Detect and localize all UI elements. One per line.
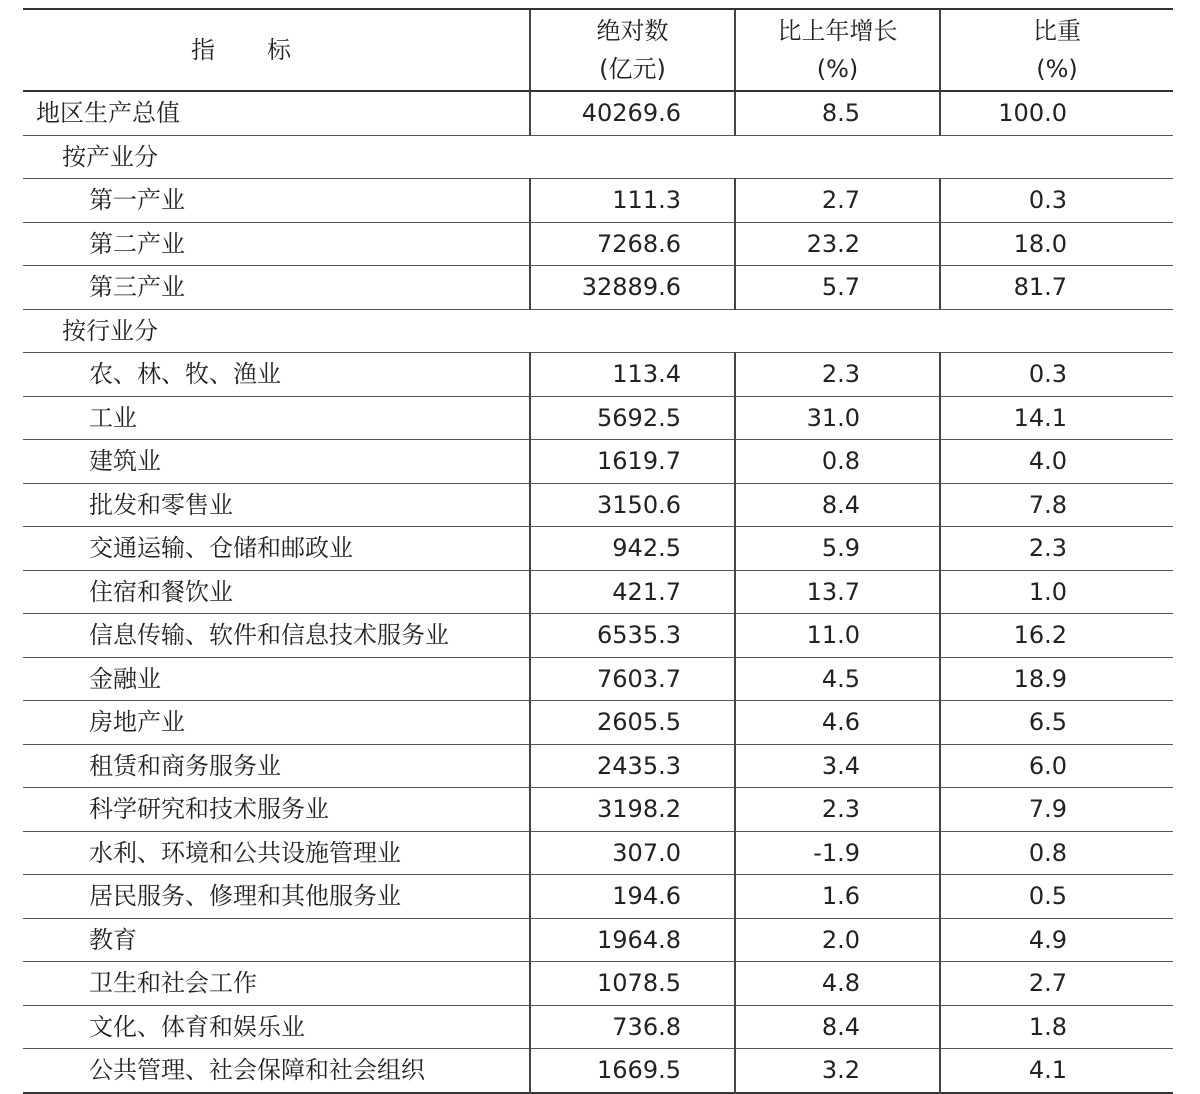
row-growth-value: 8.4 bbox=[735, 1005, 940, 1049]
table-row bbox=[23, 657, 1173, 701]
row-absolute-value: 194.6 bbox=[530, 875, 735, 919]
row-absolute-value: 111.3 bbox=[530, 179, 735, 223]
table-row bbox=[23, 744, 1173, 788]
row-absolute-value: 6535.3 bbox=[530, 614, 735, 658]
table-row bbox=[23, 353, 1173, 397]
table-body bbox=[23, 91, 1173, 1093]
section-row bbox=[23, 309, 1173, 353]
row-share-value: 4.0 bbox=[940, 440, 1173, 484]
table-row bbox=[23, 91, 1173, 135]
table-row bbox=[23, 1049, 1173, 1093]
header-share-unit: (%) bbox=[1036, 55, 1078, 83]
header-growth-title: 比上年增长 bbox=[777, 17, 898, 45]
row-share-value: 6.5 bbox=[940, 701, 1173, 745]
header-growth-unit: (%) bbox=[816, 55, 859, 83]
row-growth-value: 5.7 bbox=[735, 266, 940, 310]
row-absolute-value: 3150.6 bbox=[530, 483, 735, 527]
row-share-value: 0.3 bbox=[940, 179, 1173, 223]
header-indicator-left: 指 bbox=[191, 36, 215, 64]
row-indicator: 地区生产总值 bbox=[36, 99, 180, 128]
row-share-value: 0.3 bbox=[940, 353, 1173, 397]
row-absolute-value: 1964.8 bbox=[530, 918, 735, 962]
row-growth-value: 2.3 bbox=[735, 353, 940, 397]
row-share-value: 7.8 bbox=[940, 483, 1173, 527]
row-indicator: 居民服务、修理和其他服务业 bbox=[89, 882, 401, 911]
row-indicator: 按产业分 bbox=[62, 142, 158, 171]
row-absolute-value: 1078.5 bbox=[530, 962, 735, 1006]
table-row bbox=[23, 570, 1173, 614]
header-share bbox=[940, 9, 1173, 91]
row-share-value: 4.1 bbox=[940, 1049, 1173, 1093]
row-indicator: 农、林、牧、渔业 bbox=[89, 360, 281, 389]
row-absolute-value: 40269.6 bbox=[530, 91, 735, 135]
row-indicator: 租赁和商务服务业 bbox=[89, 751, 281, 780]
table-header bbox=[23, 9, 1173, 91]
row-indicator: 住宿和餐饮业 bbox=[89, 577, 233, 606]
row-absolute-value bbox=[530, 309, 735, 353]
row-indicator: 第一产业 bbox=[89, 186, 185, 215]
table-row bbox=[23, 483, 1173, 527]
row-indicator: 建筑业 bbox=[89, 447, 161, 476]
row-share-value: 0.5 bbox=[940, 875, 1173, 919]
header-indicator-right: 标 bbox=[267, 36, 291, 64]
table-row bbox=[23, 222, 1173, 266]
row-absolute-value: 32889.6 bbox=[530, 266, 735, 310]
header-indicator bbox=[23, 9, 530, 91]
row-absolute-value: 1669.5 bbox=[530, 1049, 735, 1093]
row-growth-value: 4.5 bbox=[735, 657, 940, 701]
row-share-value: 18.9 bbox=[940, 657, 1173, 701]
row-growth-value: 13.7 bbox=[735, 570, 940, 614]
row-growth-value: 3.4 bbox=[735, 744, 940, 788]
table-row bbox=[23, 875, 1173, 919]
gdp-table bbox=[23, 8, 1173, 1094]
row-indicator: 工业 bbox=[89, 403, 137, 432]
row-growth-value: 8.4 bbox=[735, 483, 940, 527]
row-growth-value: -1.9 bbox=[735, 831, 940, 875]
row-indicator: 金融业 bbox=[89, 664, 161, 693]
row-growth-value: 31.0 bbox=[735, 396, 940, 440]
row-absolute-value: 113.4 bbox=[530, 353, 735, 397]
table-row bbox=[23, 962, 1173, 1006]
row-growth-value: 4.8 bbox=[735, 962, 940, 1006]
row-share-value bbox=[940, 135, 1173, 179]
row-share-value: 14.1 bbox=[940, 396, 1173, 440]
row-absolute-value: 1619.7 bbox=[530, 440, 735, 484]
table-row bbox=[23, 396, 1173, 440]
row-growth-value: 2.3 bbox=[735, 788, 940, 832]
table-row bbox=[23, 788, 1173, 832]
row-indicator: 房地产业 bbox=[89, 708, 185, 737]
row-share-value: 2.3 bbox=[940, 527, 1173, 571]
row-growth-value: 4.6 bbox=[735, 701, 940, 745]
header-share-title: 比重 bbox=[1033, 17, 1081, 45]
row-share-value: 0.8 bbox=[940, 831, 1173, 875]
row-indicator: 公共管理、社会保障和社会组织 bbox=[89, 1056, 425, 1085]
row-growth-value bbox=[735, 135, 940, 179]
row-absolute-value: 2605.5 bbox=[530, 701, 735, 745]
row-absolute-value: 2435.3 bbox=[530, 744, 735, 788]
table-row bbox=[23, 918, 1173, 962]
row-share-value: 1.0 bbox=[940, 570, 1173, 614]
row-share-value: 81.7 bbox=[940, 266, 1173, 310]
row-absolute-value: 736.8 bbox=[530, 1005, 735, 1049]
row-growth-value bbox=[735, 309, 940, 353]
row-growth-value: 2.0 bbox=[735, 918, 940, 962]
row-share-value: 4.9 bbox=[940, 918, 1173, 962]
row-indicator: 科学研究和技术服务业 bbox=[89, 795, 329, 824]
row-absolute-value: 5692.5 bbox=[530, 396, 735, 440]
header-absolute-title: 绝对数 bbox=[596, 17, 669, 45]
row-share-value: 6.0 bbox=[940, 744, 1173, 788]
row-growth-value: 23.2 bbox=[735, 222, 940, 266]
row-absolute-value: 3198.2 bbox=[530, 788, 735, 832]
row-share-value: 100.0 bbox=[940, 91, 1173, 135]
row-indicator: 批发和零售业 bbox=[89, 490, 233, 519]
table-row bbox=[23, 1005, 1173, 1049]
table-row bbox=[23, 266, 1173, 310]
header-growth bbox=[735, 9, 940, 91]
table-row bbox=[23, 527, 1173, 571]
row-indicator: 信息传输、软件和信息技术服务业 bbox=[89, 621, 449, 650]
row-indicator: 卫生和社会工作 bbox=[89, 969, 257, 998]
row-indicator: 文化、体育和娱乐业 bbox=[89, 1012, 305, 1041]
section-row bbox=[23, 135, 1173, 179]
row-growth-value: 2.7 bbox=[735, 179, 940, 223]
table-row bbox=[23, 614, 1173, 658]
table-row bbox=[23, 831, 1173, 875]
row-growth-value: 3.2 bbox=[735, 1049, 940, 1093]
row-share-value: 2.7 bbox=[940, 962, 1173, 1006]
row-absolute-value: 7268.6 bbox=[530, 222, 735, 266]
row-indicator: 教育 bbox=[89, 925, 137, 954]
header-absolute bbox=[530, 9, 735, 91]
table-row bbox=[23, 701, 1173, 745]
table-row bbox=[23, 179, 1173, 223]
row-indicator: 第二产业 bbox=[89, 229, 185, 258]
row-absolute-value: 421.7 bbox=[530, 570, 735, 614]
row-indicator: 水利、环境和公共设施管理业 bbox=[89, 838, 401, 867]
row-growth-value: 1.6 bbox=[735, 875, 940, 919]
row-share-value: 1.8 bbox=[940, 1005, 1173, 1049]
row-growth-value: 11.0 bbox=[735, 614, 940, 658]
row-growth-value: 5.9 bbox=[735, 527, 940, 571]
row-absolute-value: 942.5 bbox=[530, 527, 735, 571]
table-row bbox=[23, 440, 1173, 484]
row-indicator: 第三产业 bbox=[89, 273, 185, 302]
row-share-value: 18.0 bbox=[940, 222, 1173, 266]
header-absolute-unit: (亿元) bbox=[599, 55, 666, 83]
row-indicator: 按行业分 bbox=[62, 316, 158, 345]
row-absolute-value: 307.0 bbox=[530, 831, 735, 875]
row-indicator: 交通运输、仓储和邮政业 bbox=[89, 534, 353, 563]
row-share-value bbox=[940, 309, 1173, 353]
row-share-value: 7.9 bbox=[940, 788, 1173, 832]
row-growth-value: 8.5 bbox=[735, 91, 940, 135]
row-absolute-value: 7603.7 bbox=[530, 657, 735, 701]
row-absolute-value bbox=[530, 135, 735, 179]
row-growth-value: 0.8 bbox=[735, 440, 940, 484]
row-share-value: 16.2 bbox=[940, 614, 1173, 658]
